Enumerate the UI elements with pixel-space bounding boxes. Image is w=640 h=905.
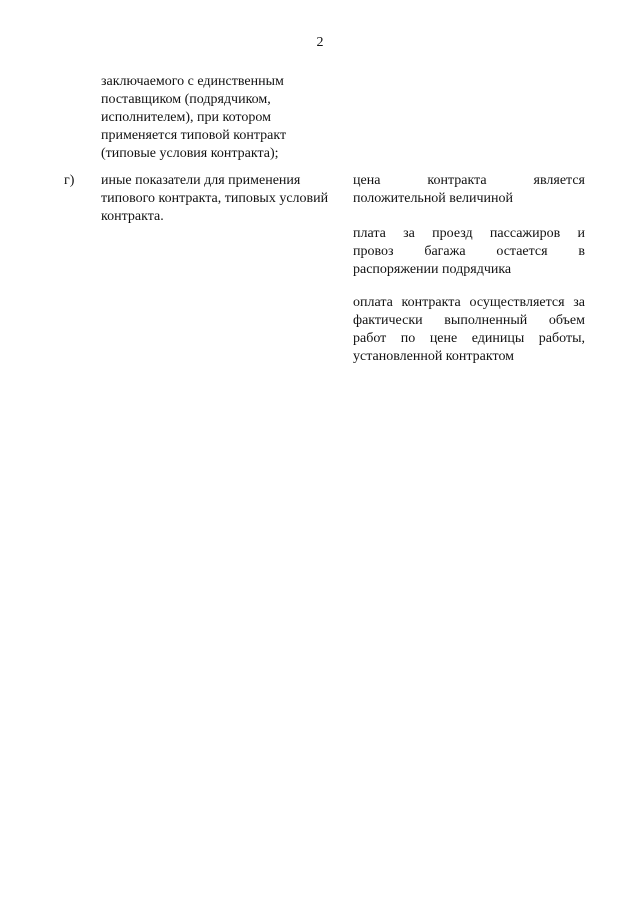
indicator-paragraph-price <box>353 172 585 208</box>
page-number: 2 <box>316 35 324 50</box>
text-line: положительной величиной <box>353 191 514 206</box>
indicator-paragraph-payment <box>353 294 585 366</box>
text-line: распоряжении подрядчика <box>353 262 512 277</box>
intro-text-block <box>101 73 341 163</box>
text-line: фактически выполненный объем <box>353 313 585 328</box>
text-line: цена контракта является <box>353 173 585 188</box>
text-line: заключаемого с единственным <box>101 74 284 89</box>
text-line: поставщиком (подрядчиком, <box>101 92 271 107</box>
text-line: контракта. <box>101 209 164 224</box>
text-line: иные показатели для применения <box>101 173 301 188</box>
item-g-description <box>101 172 341 226</box>
text-line: типового контракта, типовых условий <box>101 191 329 206</box>
text-line: работ по цене единицы работы, <box>353 331 585 346</box>
text-line: установленной контрактом <box>353 349 515 364</box>
text-line: оплата контракта осуществляется за <box>353 295 585 310</box>
text-line: применяется типовой контракт <box>101 128 287 143</box>
text-line: (типовые условия контракта); <box>101 146 279 161</box>
item-marker: г) <box>64 173 75 188</box>
indicator-paragraph-fare <box>353 225 585 279</box>
text-line: плата за проезд пассажиров и <box>353 226 585 241</box>
text-line: провоз багажа остается в <box>353 244 585 259</box>
text-line: исполнителем), при котором <box>101 110 271 125</box>
